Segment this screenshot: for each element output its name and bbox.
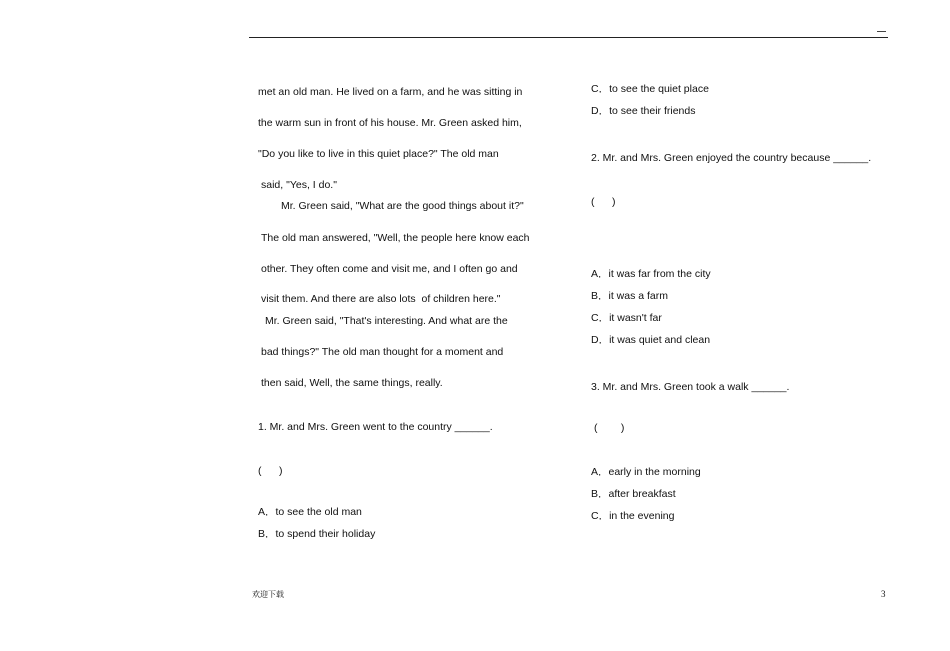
question-3-option-c: C．in the evening	[591, 510, 675, 522]
passage-line: bad things?" The old man thought for a moment and	[261, 346, 504, 358]
question-2-answer-bracket: ( )	[591, 196, 616, 208]
question-3-answer-bracket: ( )	[594, 422, 625, 434]
question-3-text: 3. Mr. and Mrs. Green took a walk ______.	[591, 381, 790, 393]
passage-line: The old man answered, "Well, the people here know each	[261, 232, 530, 244]
passage-line: Mr. Green said, "That's interesting. And what are the	[265, 315, 508, 327]
question-1-option-a: A．to see the old man	[258, 506, 362, 518]
question-2-option-a: A．it was far from the city	[591, 268, 711, 280]
question-2-option-d: D．it was quiet and clean	[591, 334, 711, 346]
question-2-option-b: B．it was a farm	[591, 290, 669, 302]
question-3-option-b: B．after breakfast	[591, 488, 676, 500]
question-3-option-a: A．early in the morning	[591, 466, 701, 478]
passage-line: Mr. Green said, "What are the good things about it?"	[281, 200, 524, 212]
question-2-text: 2. Mr. and Mrs. Green enjoyed the country because ______.	[591, 152, 872, 164]
question-1-text: 1. Mr. and Mrs. Green went to the country ______.	[258, 421, 493, 433]
passage-line: then said, Well, the same things, really.	[261, 377, 443, 389]
passage-line: "Do you like to live in this quiet place?" The old man	[258, 148, 499, 160]
passage-line: visit them. And there are also lots of children here."	[261, 293, 501, 305]
passage-line: other. They often come and visit me, and I often go and	[261, 263, 518, 275]
passage-line: met an old man. He lived on a farm, and he was sitting in	[258, 86, 523, 98]
question-1-answer-bracket: ( )	[258, 465, 283, 477]
footer-download-text: 欢迎下载	[252, 590, 284, 599]
page-number: 3	[881, 589, 886, 599]
question-1-option-b: B．to spend their holiday	[258, 528, 376, 540]
passage-line: said, "Yes, I do."	[261, 179, 337, 191]
header-dash	[877, 31, 886, 32]
question-1-option-c: C．to see the quiet place	[591, 83, 709, 95]
question-1-option-d: D．to see their friends	[591, 105, 696, 117]
header-rule	[249, 37, 888, 38]
passage-line: the warm sun in front of his house. Mr. Green asked him,	[258, 117, 522, 129]
question-2-option-c: C．it wasn't far	[591, 312, 662, 324]
